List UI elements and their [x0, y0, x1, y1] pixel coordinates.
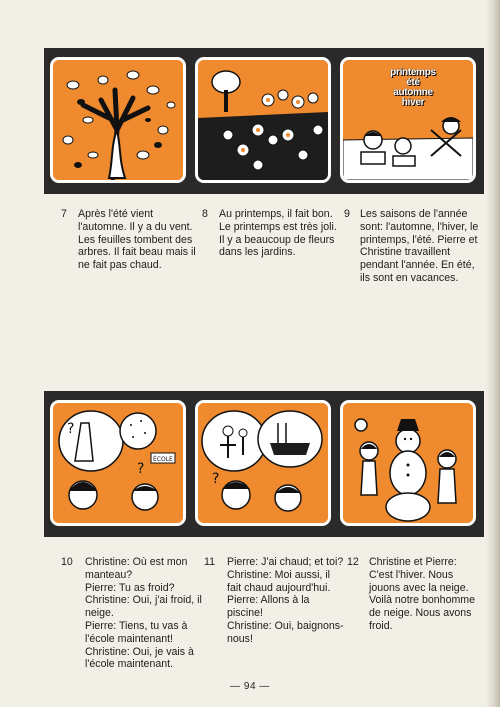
dialog-line: Pierre: Tiens, tu vas à l'école maintenant! — [85, 619, 188, 645]
panel-12-snowman — [340, 400, 476, 526]
panel-10-winter-school — [50, 400, 186, 526]
caption-8 — [219, 208, 337, 259]
svg-text:?: ? — [212, 471, 220, 487]
seasons-title — [383, 68, 443, 108]
caption-number-12: 12 — [347, 556, 359, 568]
panel-7-autumn-tree — [50, 57, 186, 183]
dialog-line: Christine: Où est mon manteau? — [85, 556, 188, 581]
panel-11-swimming-pool — [195, 400, 331, 526]
dialog-line: Christine: Moi aussi, il fait chaud aujourd'hui. — [227, 568, 331, 594]
caption-7 — [78, 208, 196, 272]
spring-garden-drawing — [198, 60, 328, 180]
dialog-line: Christine: Oui, j'ai froid, il neige. — [85, 594, 202, 620]
panel-9-seasons — [340, 57, 476, 183]
dialog-line: Christine et Pierre: C'est l'hiver. Nous jouons avec la neige. Voilà notre bonhomme de neige. Nous avons froid. — [369, 556, 476, 632]
season-label-spring: printemps — [390, 67, 436, 78]
season-label-summer: été — [406, 77, 420, 88]
caption-11 — [227, 556, 345, 646]
svg-text:?: ? — [137, 461, 145, 477]
caption-7-text: Après l'été vient l'automne. Il y a du vent. Les feuilles tombent des arbres. Il fait beau mais il ne fait pas chaud. — [78, 208, 196, 272]
dialog-line: Christine: Oui, je vais à l'école maintenant. — [85, 645, 194, 671]
dialog-line: Pierre: J'ai chaud; et toi? — [227, 556, 344, 568]
caption-number-8: 8 — [202, 208, 208, 220]
caption-9 — [360, 208, 480, 285]
season-label-winter: hiver — [401, 97, 425, 108]
season-label-autumn: automne — [393, 87, 433, 98]
caption-number-11: 11 — [204, 556, 215, 568]
dialog-line: Christine: Oui, baignons-nous! — [227, 619, 344, 645]
snowman-drawing — [343, 403, 473, 523]
summer-pool-drawing — [198, 403, 328, 523]
panel-8-spring-flowers — [195, 57, 331, 183]
dialog-line: Pierre: Allons à la piscine! — [227, 594, 310, 620]
bottom-illustration-strip — [44, 391, 484, 537]
caption-10 — [85, 556, 203, 671]
autumn-tree-drawing — [53, 60, 183, 180]
caption-number-9: 9 — [344, 208, 350, 220]
page-number: — 94 — — [230, 681, 270, 692]
winter-coat-drawing — [53, 403, 183, 523]
caption-number-7: 7 — [61, 208, 67, 220]
svg-text:?: ? — [67, 421, 75, 437]
caption-12 — [369, 556, 481, 633]
dialog-line: Pierre: Tu as froid? — [85, 581, 175, 594]
caption-8-text: Au printemps, il fait bon. Le printemps est très joli. Il y a beaucoup de fleurs dans les jardins. — [219, 208, 337, 259]
top-illustration-strip — [44, 48, 484, 194]
caption-9-text: Les saisons de l'année sont: l'automne, l'hiver, le printemps, l'été. Pierre et Christine travaillent pendant l'année. En été, ils sont en vacances. — [360, 208, 479, 284]
page-edge — [486, 0, 500, 707]
caption-number-10: 10 — [61, 556, 73, 568]
school-sign-text: ÉCOLE — [153, 456, 173, 463]
